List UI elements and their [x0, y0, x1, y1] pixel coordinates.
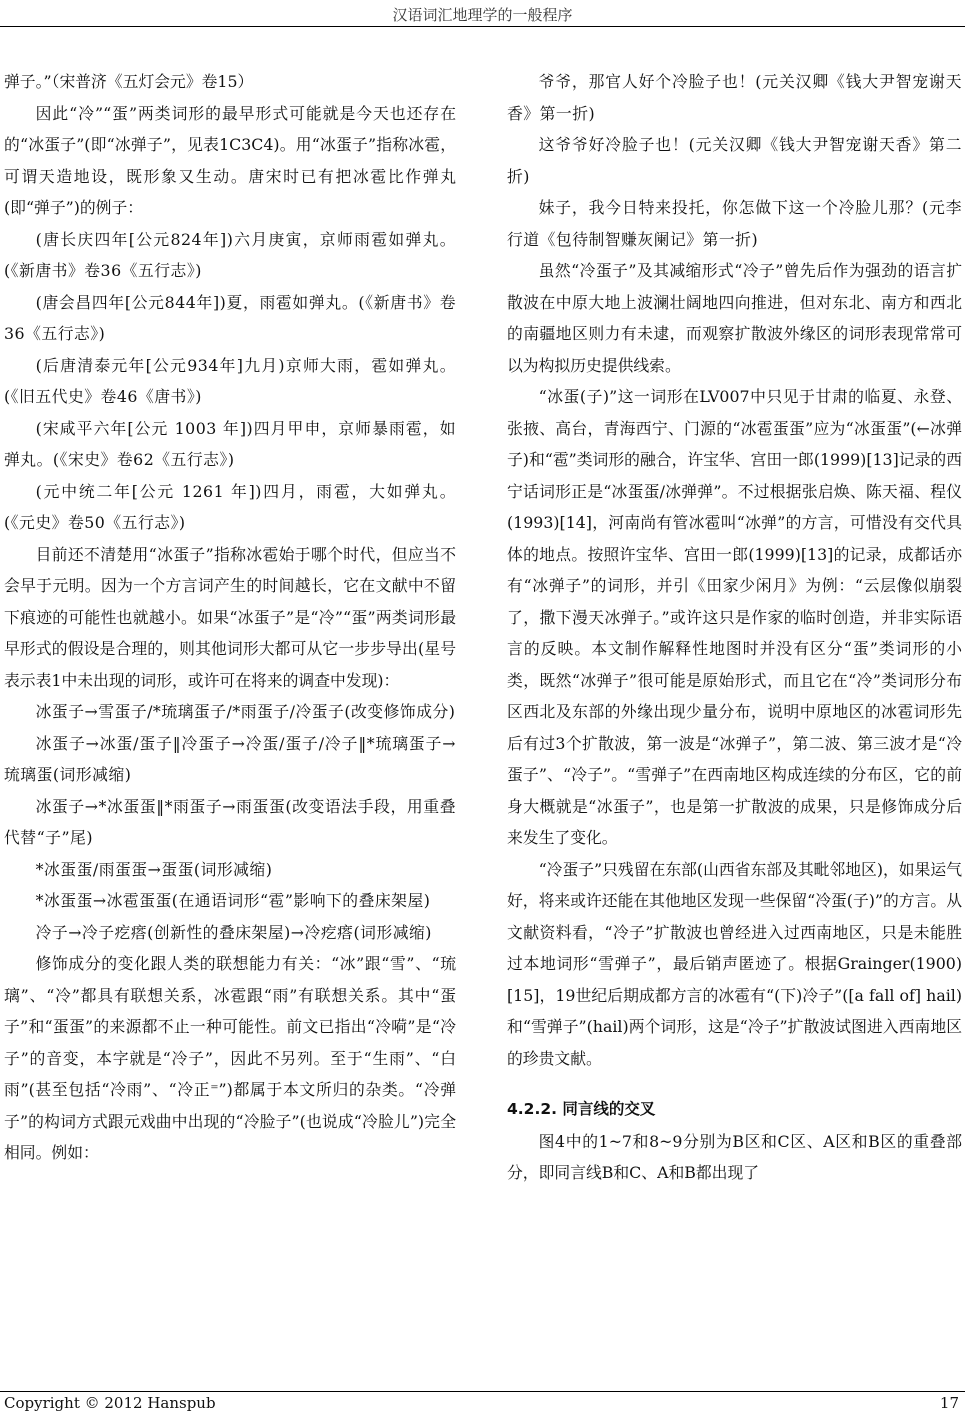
spacer	[507, 1074, 962, 1094]
running-header: 汉语词汇地理学的一般程序	[392, 6, 573, 24]
quotation: 冷子→冷子疙瘩(创新性的叠床架屋)→冷疙瘩(词形减缩)	[35, 922, 432, 942]
quotation: *冰蛋蛋/雨蛋蛋→蛋蛋(词形减缩)	[35, 859, 273, 879]
section-heading: 4.2.2. 同言线的交叉	[507, 1100, 656, 1118]
footer-rule	[0, 1391, 965, 1392]
quotation: (唐长庆四年[公元824年])六月庚寅，京师雨雹如弹丸。(《新唐书》卷36《五行志》)	[4, 229, 456, 280]
page-number: 17	[939, 1394, 959, 1412]
quotation: 爷爷，那官人好个冷脸子也！(元关汉卿《钱大尹智宠谢天香》第一折)	[507, 72, 962, 123]
paragraph: 修饰成分的变化跟人类的联想能力有关：“冰”跟“雪”、“琉璃”、“冷”都具有联想关系，冰雹跟“雨”有联想关系。其中“蛋子”和“蛋蛋”的来源都不止一种可能性。前文已指出“冷嗬”是“冷子”的音变，本字就是“冷子”，因此不另列。至于“生雨”、“白雨”(甚至包括“冷雨”、“冷正⁼”)都属于本文所归的杂类。“冷弹子”的构词方式跟元戏曲中出现的“冷脸子”(也说成“冷脸儿”)完全相同。例如：	[4, 954, 456, 1162]
paragraph: 弹子。”（宋普济《五灯会元》卷15）	[4, 72, 254, 91]
quotation: (宋咸平六年[公元 1003 年])四月甲申，京师暴雨雹，如弹丸。(《宋史》卷62《五行志》)	[4, 418, 456, 469]
paragraph: 因此“冷”“蛋”两类词形的最早形式可能就是今天也还存在的“冰蛋子”(即“冰弹子”，见表1C3C4)。用“冰蛋子”指称冰雹，可谓天造地设，既形象又生动。唐宋时已有把冰雹比作弹丸(即“弹子”)的例子：	[4, 103, 456, 217]
paragraph: 目前还不清楚用“冰蛋子”指称冰雹始于哪个时代，但应当不会早于元明。因为一个方言词产生的时间越长，它在文献中不留下痕迹的可能性也就越小。如果“冰蛋子”是“冷”“蛋”两类词形最早形式的假设是合理的，则其他词形大都可从它一步步导出(星号表示表1中未出现的词形，或许可在将来的调查中发现)：	[4, 544, 456, 690]
quotation: 冰蛋子→雪蛋子/*琉璃蛋子/*雨蛋子/冷蛋子(改变修饰成分)	[35, 702, 456, 721]
paragraph: “冰蛋(子)”这一词形在LV007中只见于甘肃的临夏、永登、张掖、高台，青海西宁、门源的“冰雹蛋蛋”应为“冰蛋蛋”(←冰弹子)和“雹”类词形的融合，许宝华、宫田一郎(1999)[13]记录的西宁话词形正是“冰蛋蛋/冰弹弹”。不过根据张启焕、陈天福、程仪(1993)[14]，河南尚有管冰雹叫“冰弹”的方言，可惜没有交代具体的地点。按照许宝华、宫田一郎(1999)[13]的记录，成都话亦有“冰弹子”的词形，并引《田家少闲月》为例：“云层像似崩裂了，撒下漫天冰弹子。”或许这只是作家的临时创造，并非实际语言的反映。本文制作解释性地图时并没有区分“蛋”类词形的小类，既然“冰弹子”很可能是原始形式，而且它在“冷”类词形分布区西北及东部的外缘出现少量分布，说明中原地区的冰雹词形先后有过3个扩散波，第一波是“冰弹子”，第二波、第三波才是“冷蛋子”、“冷子”。“雪弹子”在西南地区构成连续的分布区，它的前身大概就是“冰蛋子”，也是第一扩散波的成果，只是修饰成分后来发生了变化。	[507, 387, 962, 847]
quotation: 冰蛋子→冰蛋/蛋子‖冷蛋子→冷蛋/蛋子/冷子‖*琉璃蛋子→琉璃蛋(词形减缩)	[4, 733, 456, 784]
paragraph: 图4中的1~7和8~9分别为B区和C区、A区和B区的重叠部分，即同言线B和C、A和B都出现了	[507, 1131, 962, 1182]
header-rule	[0, 26, 965, 27]
quotation: (后唐清泰元年[公元934年]九月)京师大雨，雹如弹丸。(《旧五代史》卷46《唐书》)	[4, 355, 456, 406]
quotation: (元中统二年[公元 1261 年])四月，雨雹，大如弹丸。(《元史》卷50《五行志》)	[4, 481, 456, 532]
copyright-notice: Copyright © 2012 Hanspub	[4, 1394, 216, 1412]
paragraph: “冷蛋子”只残留在东部(山西省东部及其毗邻地区)，如果运气好，将来或许还能在其他地区发现一些保留“冷蛋(子)”的方言。从文献资料看，“冷子”扩散波也曾经进入过西南地区，只是未能胜过本地词形“雪弹子”，最后销声匿迹了。根据Grainger(1900)[15]，19世纪后期成都方言的冰雹有“(下)冷子”([a fall of] hail)和“雪弹子”(hail)两个词形，这是“冷子”扩散波试图进入西南地区的珍贵文献。	[507, 859, 962, 1068]
quotation: (唐会昌四年[公元844年])夏，雨雹如弹丸。(《新唐书》卷36《五行志》)	[4, 292, 456, 343]
quotation: 妹子，我今日特来投托，你怎做下这一个冷脸儿那？(元李行道《包待制智赚灰阑记》第一折)	[507, 198, 962, 249]
quotation: 冰蛋子→*冰蛋蛋‖*雨蛋子→雨蛋蛋(改变语法手段，用重叠代替“子”尾)	[4, 796, 456, 847]
quotation: *冰蛋蛋→冰雹蛋蛋(在通语词形“雹”影响下的叠床架屋)	[35, 891, 431, 910]
left-column	[4, 66, 456, 1169]
right-column	[507, 66, 962, 1189]
paragraph: 虽然“冷蛋子”及其减缩形式“冷子”曾先后作为强劲的语言扩散波在中原大地上波澜壮阔地四向推进，但对东北、南方和西北的南疆地区则力有未逮，而观察扩散波外缘区的词形表现常常可以为构拟历史提供线索。	[507, 261, 962, 375]
quotation: 这爷爷好冷脸子也！(元关汉卿《钱大尹智宠谢天香》第二折)	[507, 135, 962, 186]
